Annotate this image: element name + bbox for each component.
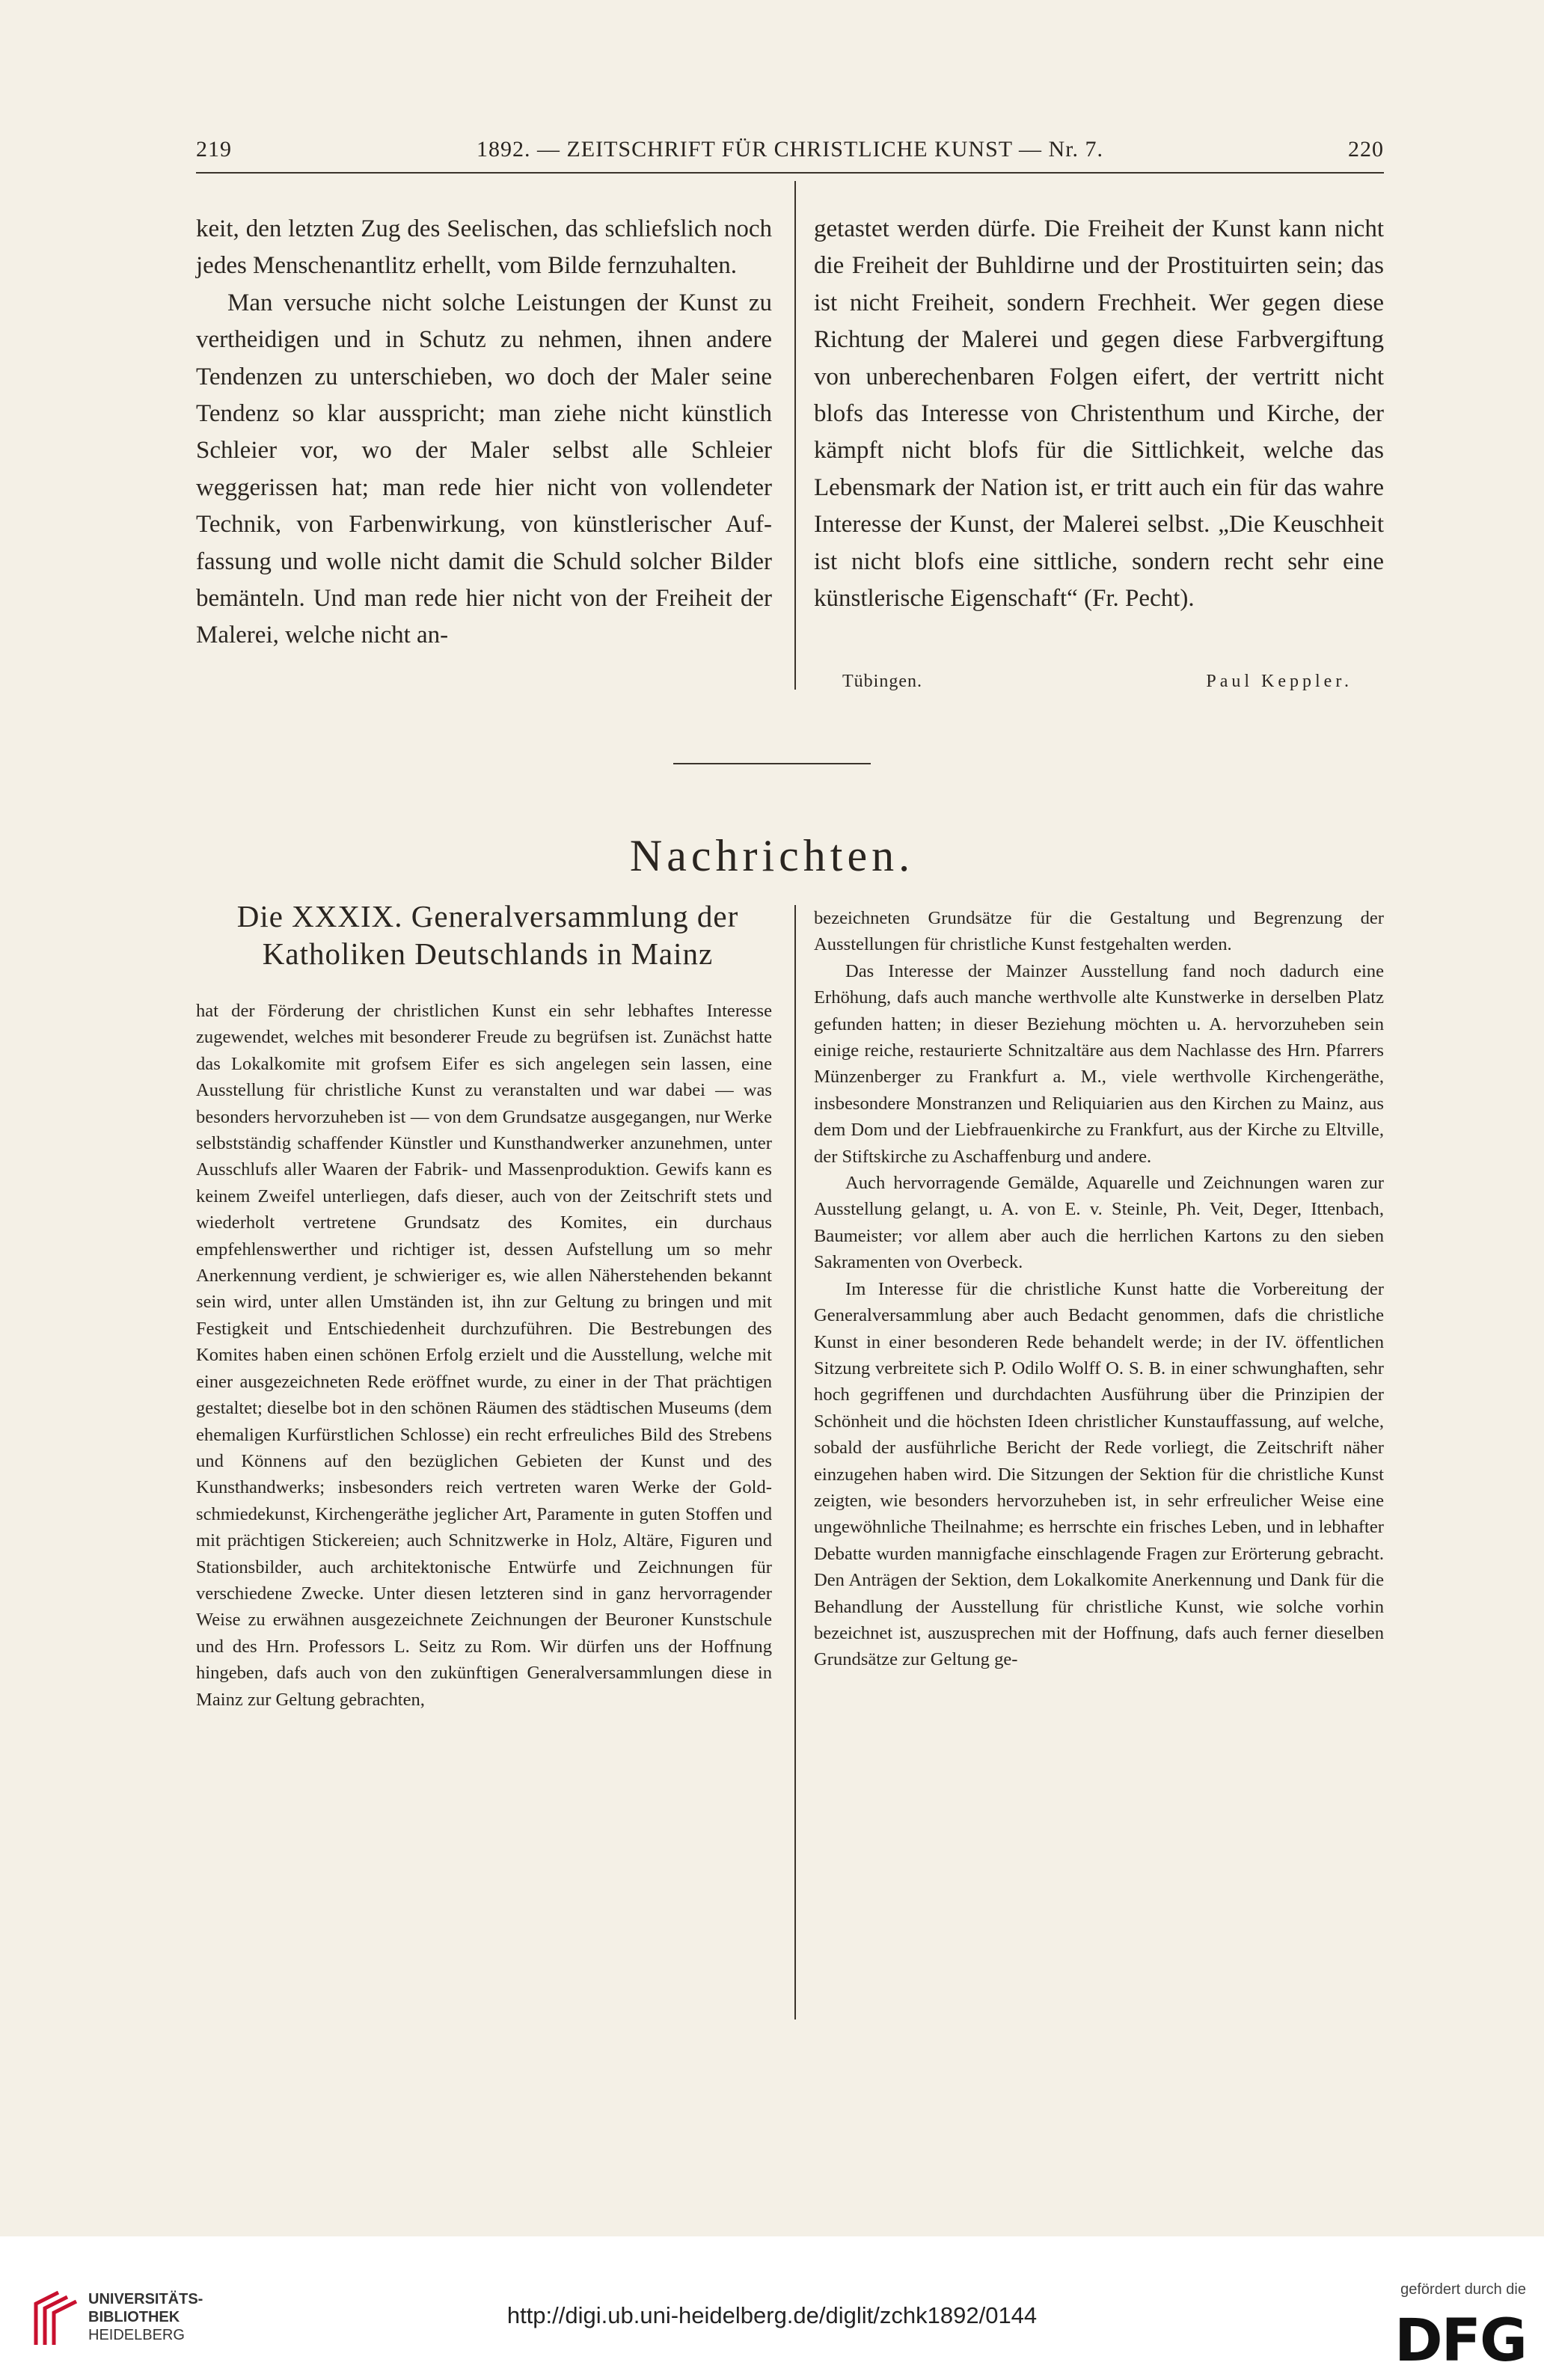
paragraph: bezeichneten Grundsätze für die Gestaltung und Begrenzung der Ausstellungen für christliche Kunst festgehalten werden.	[814, 908, 1384, 955]
paragraph: Im Interesse für die christliche Kunst hatte die Vorbereitung der Generalversammlung aber auch Bedacht genommen, dafs die christliche Kunst in einer besonderen Rede behandelt werde; in der IV. öffentlichen Sitzung verbreitete sich P. Odilo Wolff O. S. B. in einer schwunghaften, sehr hoch gegriffenen und durchdachten Ausführung über die Prinzipien der Schönheit und die höchsten Ideen christlicher Kunstauffassung, auf welche, sobald der ausführliche Bericht der Rede vorliegt, die Zeitschrift näher einzugehen haben wird. Die Sitzungen der Sektion für die christliche Kunst zeigten, wie besonders hervorzuheben ist, in sehr erfreulicher Weise eine ungewöhnliche Theilnahme; es herrschte ein frisches Leben, und in lebhafter Debatte wurden mannigfache einschlagende Fragen zur Erörterung gebracht. Den Anträgen der Sektion, dem Lokalkomite Anerkennung und Dank für die Behandlung der Ausstellung für christliche Kunst, wie solche vorhin bezeichnet ist, auszusprechen mit der Hoffnung, dafs auch ferner dieselben Grundsätze zur Geltung ge-	[814, 1278, 1384, 1670]
page-number-left: 219	[196, 137, 232, 162]
library-name-line: UNIVERSITÄTS-	[88, 2291, 203, 2307]
signature-place: Tübingen.	[842, 672, 922, 691]
library-name	[88, 2290, 203, 2344]
article-title: Die XXXIX. Generalversammlung der Katholiken Deutschlands in Mainz	[236, 899, 739, 971]
paragraph: Auch hervorragende Gemälde, Aquarelle und Zeichnungen waren zur Ausstellung gelangt, u. A. von E. v. Steinle, Ph. Veit, Deger, Ittenbach, Baumeister; vor allem aber auch die herrlichen Kartons zu den sieben Sakramenten von Overbeck.	[814, 1173, 1384, 1273]
signature-line	[814, 672, 1352, 699]
paragraph: Das Interesse der Mainzer Ausstellung fand noch dadurch eine Erhöhung, dafs auch manche werthvolle alte Kunstwerke in derselben Platz gefunden hatten; in dieser Beziehung möchten u. A. hervorzuheben sein einige reiche, restaurierte Schnitzaltäre aus dem Nachlasse des Hrn. Pfarrers Münzenberger zu Frankfurt a. M., viele werthvolle Kirchengeräthe, insbesondere Monstranzen und Reliquiarien aus den Kirchen zu Mainz, aus dem Dom und der Liebfrauenkirche zu Frankfurt, aus der Kirche zu Eltville, der Stiftskirche zu Aschaffenburg und andere.	[814, 960, 1384, 1167]
paragraph: keit, den letzten Zug des Seelischen, das schliefslich noch jedes Menschenantlitz erhellt, vom Bilde fernzuhalten.	[196, 215, 772, 280]
page-number-right: 220	[1348, 137, 1384, 162]
header-rule	[196, 172, 1384, 174]
paragraph: hat der Förderung der christlichen Kunst ein sehr lebhaftes Interesse zugewendet, welches mit besonderer Freude zu begrüfsen ist. Zunächst hatte das Lokalkomite mit grofsem Eifer es sich angelegen sein lassen, eine Ausstellung für christliche Kunst zu veranstalten und war dabei — was besonders hervorzuheben ist — von dem Grundsatze ausgegangen, nur Werke selbstständig schaffender Künstler und Kunsthandwerker anzunehmen, unter Ausschlufs aller Waaren der Fabrik- und Massenproduktion. Gewifs kann es keinem Zweifel unterliegen, dafs dieser, auch von der Zeitschrift stets und wiederholt vertretene Grundsatz des Komites, ein durchaus empfehlenswerther und richtiger ist, dessen Aufstellung um so mehr Anerkennung verdient, je schwieriger es, wie allen Näherstehenden bekannt sein wird, unter allen Umständen ist, ihn zur Geltung zu bringen und mit Festigkeit und Entschiedenheit durchzuführen. Die Bestrebungen des Komites haben einen schönen Erfolg erzielt und die Ausstellung, welche mit einer ausgezeichneten Rede eröffnet wurde, zu einer in der That prächtigen gestaltet; dieselbe bot in den schönen Räumen des städtischen Museums (dem ehemaligen Kurfürstlichen Schlosse) ein recht erfreuliches Bild des Strebens und Könnens auf den bezüglichen Gebieten der Kunst und des Kunsthandwerks; insbesonders reich vertreten waren Werke der Goldschmiedekunst, Kirchengeräthe jeglicher Art, Paramente in guten Stoffen und mit prächtigen Stickereien; auch Schnitzwerke in Holz, Altäre, Figuren und Stationsbilder, auch architektonische Entwürfe und Zeichnungen für verschiedene Zwecke. Unter diesen letzteren sind in ganz hervorragender Weise zu erwähnen ausgezeichnete Zeichnungen der Beuroner Kunstschule und des Hrn. Professors L. Seitz zu Rom. Wir dürfen uns der Hoffnung hingeben, dafs auch von den zukünftigen Generalversammlungen diese in Mainz zur Geltung gebrachten,	[196, 1001, 772, 1710]
journal-title: 1892. — ZEITSCHRIFT FÜR CHRISTLICHE KUNST — Nr. 7.	[476, 137, 1104, 162]
library-name-line: HEIDELBERG	[88, 2327, 185, 2343]
signature-author: Paul Keppler.	[1206, 672, 1352, 691]
dfg-logo: DFG	[1394, 2307, 1526, 2375]
section-separator	[673, 763, 871, 764]
upper-right-column	[814, 211, 1384, 617]
paragraph: getastet werden dürfe. Die Freiheit der Kunst kann nicht die Freiheit der Buhldirne und der Prostituirten sein; das ist nicht Freiheit, sondern Frechheit. Wer gegen diese Richtung der Malerei und gegen diese Farbvergiftung von unberechenbaren Folgen eifert, der vertritt nicht blofs das Interesse von Christenthum und Kirche, der kämpft nicht blofs für die Sittlichkeit, welche das Lebensmark der Nation ist, er tritt auch ein für das wahre Interesse der Kunst, der Malerei selbst. „Die Keuschheit ist nicht blofs eine sittliche, sondern recht sehr eine künstlerische Eigenschaft“ (Fr. Pecht).	[814, 215, 1384, 613]
running-header	[196, 137, 1384, 167]
lower-column-divider	[794, 905, 796, 2019]
permalink[interactable]: http://digi.ub.uni-heidelberg.de/diglit/zchk1892/0144	[506, 2302, 1038, 2328]
upper-column-divider	[794, 181, 796, 690]
library-name-line: BIBLIOTHEK	[88, 2309, 180, 2325]
funding-note: gefördert durch die	[1400, 2281, 1526, 2298]
upper-left-column	[196, 211, 772, 654]
lower-left-column	[196, 998, 772, 1713]
paragraph: Man versuche nicht solche Leistungen der Kunst zu vertheidigen und in Schutz zu nehmen, ihnen andere Tendenzen zu unterschieben, wo doch der Maler seine Tendenz so klar ausspricht; man ziehe nicht künstlich Schleier vor, wo der Maler selbst alle Schleier weggerissen hat; man rede hier nicht von vollendeter Technik, von Farbenwirkung, von künstlerischer Auffassung und wolle nicht damit die Schuld solcher Bilder bemänteln. Und man rede hier nicht von der Freiheit der Malerei, welche nicht an-	[196, 289, 772, 649]
library-logo-icon	[28, 2289, 81, 2349]
section-title: Nachrichten.	[629, 831, 915, 880]
lower-right-column	[814, 905, 1384, 1673]
